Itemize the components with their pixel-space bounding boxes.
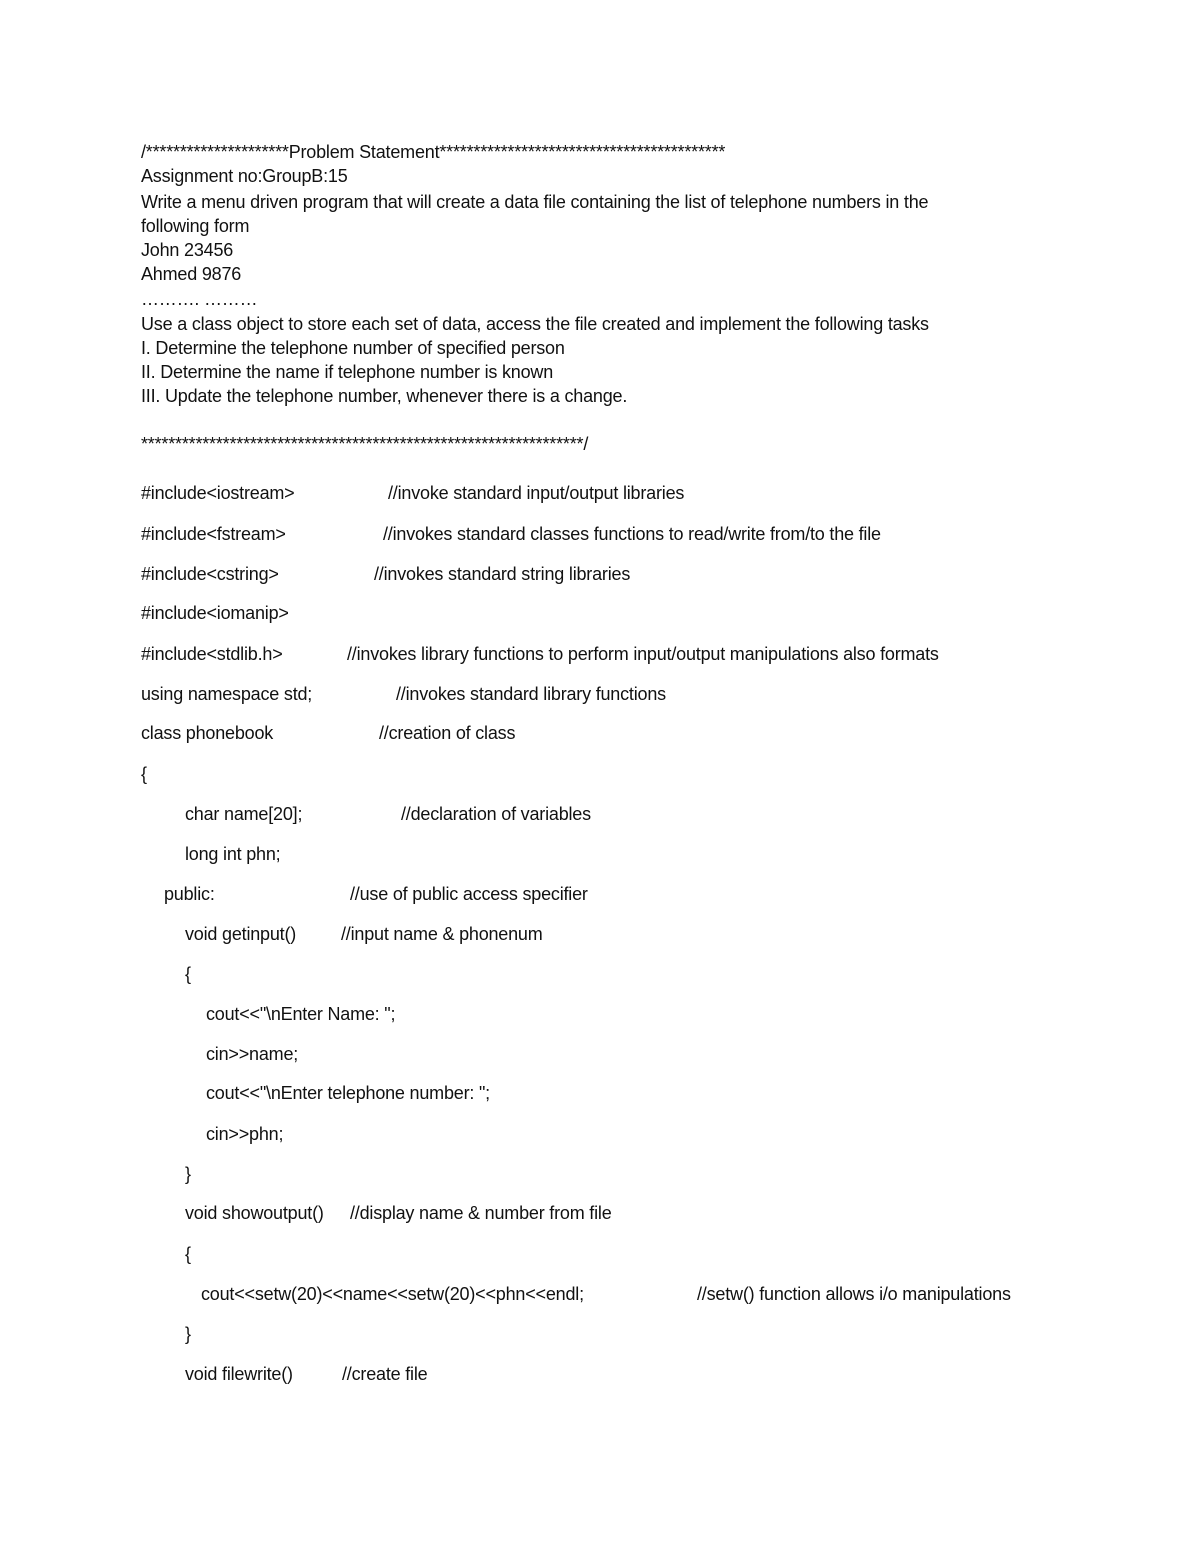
include-stdlib: #include<stdlib.h>	[141, 644, 283, 664]
cout-enter-name: cout<<"\nEnter Name: ";	[206, 1004, 396, 1024]
include-iostream: #include<iostream>	[141, 483, 295, 503]
task-2: II. Determine the name if telephone number is known	[141, 362, 554, 382]
member-phn: long int phn;	[185, 844, 281, 864]
cin-phn: cin>>phn;	[206, 1124, 284, 1144]
public-specifier: public:	[164, 884, 215, 904]
comment-fstream: //invokes standard classes functions to read/write from/to the file	[383, 524, 881, 544]
comment-variables: //declaration of variables	[401, 804, 591, 824]
method-filewrite: void filewrite()	[185, 1364, 293, 1384]
comment-end-stars: *****************************************************************/	[141, 434, 589, 454]
example-ellipsis: ………. ………	[141, 289, 258, 309]
getinput-brace-close: }	[185, 1164, 191, 1184]
comment-using: //invokes standard library functions	[396, 684, 666, 704]
comment-public: //use of public access specifier	[350, 884, 588, 904]
showoutput-brace-open: {	[185, 1244, 191, 1264]
class-brace-open: {	[141, 764, 147, 784]
cout-enter-phone: cout<<"\nEnter telephone number: ";	[206, 1083, 490, 1103]
description-line-2: following form	[141, 216, 250, 236]
comment-stdlib: //invokes library functions to perform input/output manipulations also formats	[347, 644, 939, 664]
problem-statement-banner: /*********************Problem Statement******************************************	[141, 142, 726, 162]
comment-getinput: //input name & phonenum	[341, 924, 543, 944]
comment-setw: //setw() function allows i/o manipulations	[697, 1284, 1011, 1304]
example-entry-2: Ahmed 9876	[141, 264, 242, 284]
task-1: I. Determine the telephone number of specified person	[141, 338, 565, 358]
comment-cstring: //invokes standard string libraries	[374, 564, 631, 584]
description-line-1: Write a menu driven program that will create a data file containing the list of telephone numbers in the	[141, 192, 929, 212]
task-intro: Use a class object to store each set of data, access the file created and implement the following tasks	[141, 314, 929, 334]
getinput-brace-open: {	[185, 964, 191, 984]
example-entry-1: John 23456	[141, 240, 234, 260]
method-showoutput: void showoutput()	[185, 1203, 324, 1223]
assignment-number: Assignment no:GroupB:15	[141, 166, 348, 186]
comment-iostream: //invoke standard input/output libraries	[388, 483, 685, 503]
include-cstring: #include<cstring>	[141, 564, 279, 584]
task-3: III. Update the telephone number, whenever there is a change.	[141, 386, 628, 406]
comment-class: //creation of class	[379, 723, 516, 743]
class-declaration: class phonebook	[141, 723, 274, 743]
showoutput-brace-close: }	[185, 1324, 191, 1344]
cin-name: cin>>name;	[206, 1044, 299, 1064]
using-namespace: using namespace std;	[141, 684, 313, 704]
cout-setw: cout<<setw(20)<<name<<setw(20)<<phn<<endl;	[201, 1284, 584, 1304]
include-fstream: #include<fstream>	[141, 524, 286, 544]
comment-filewrite: //create file	[342, 1364, 428, 1384]
include-iomanip: #include<iomanip>	[141, 603, 289, 623]
member-name: char name[20];	[185, 804, 303, 824]
comment-showoutput: //display name & number from file	[350, 1203, 612, 1223]
method-getinput: void getinput()	[185, 924, 297, 944]
